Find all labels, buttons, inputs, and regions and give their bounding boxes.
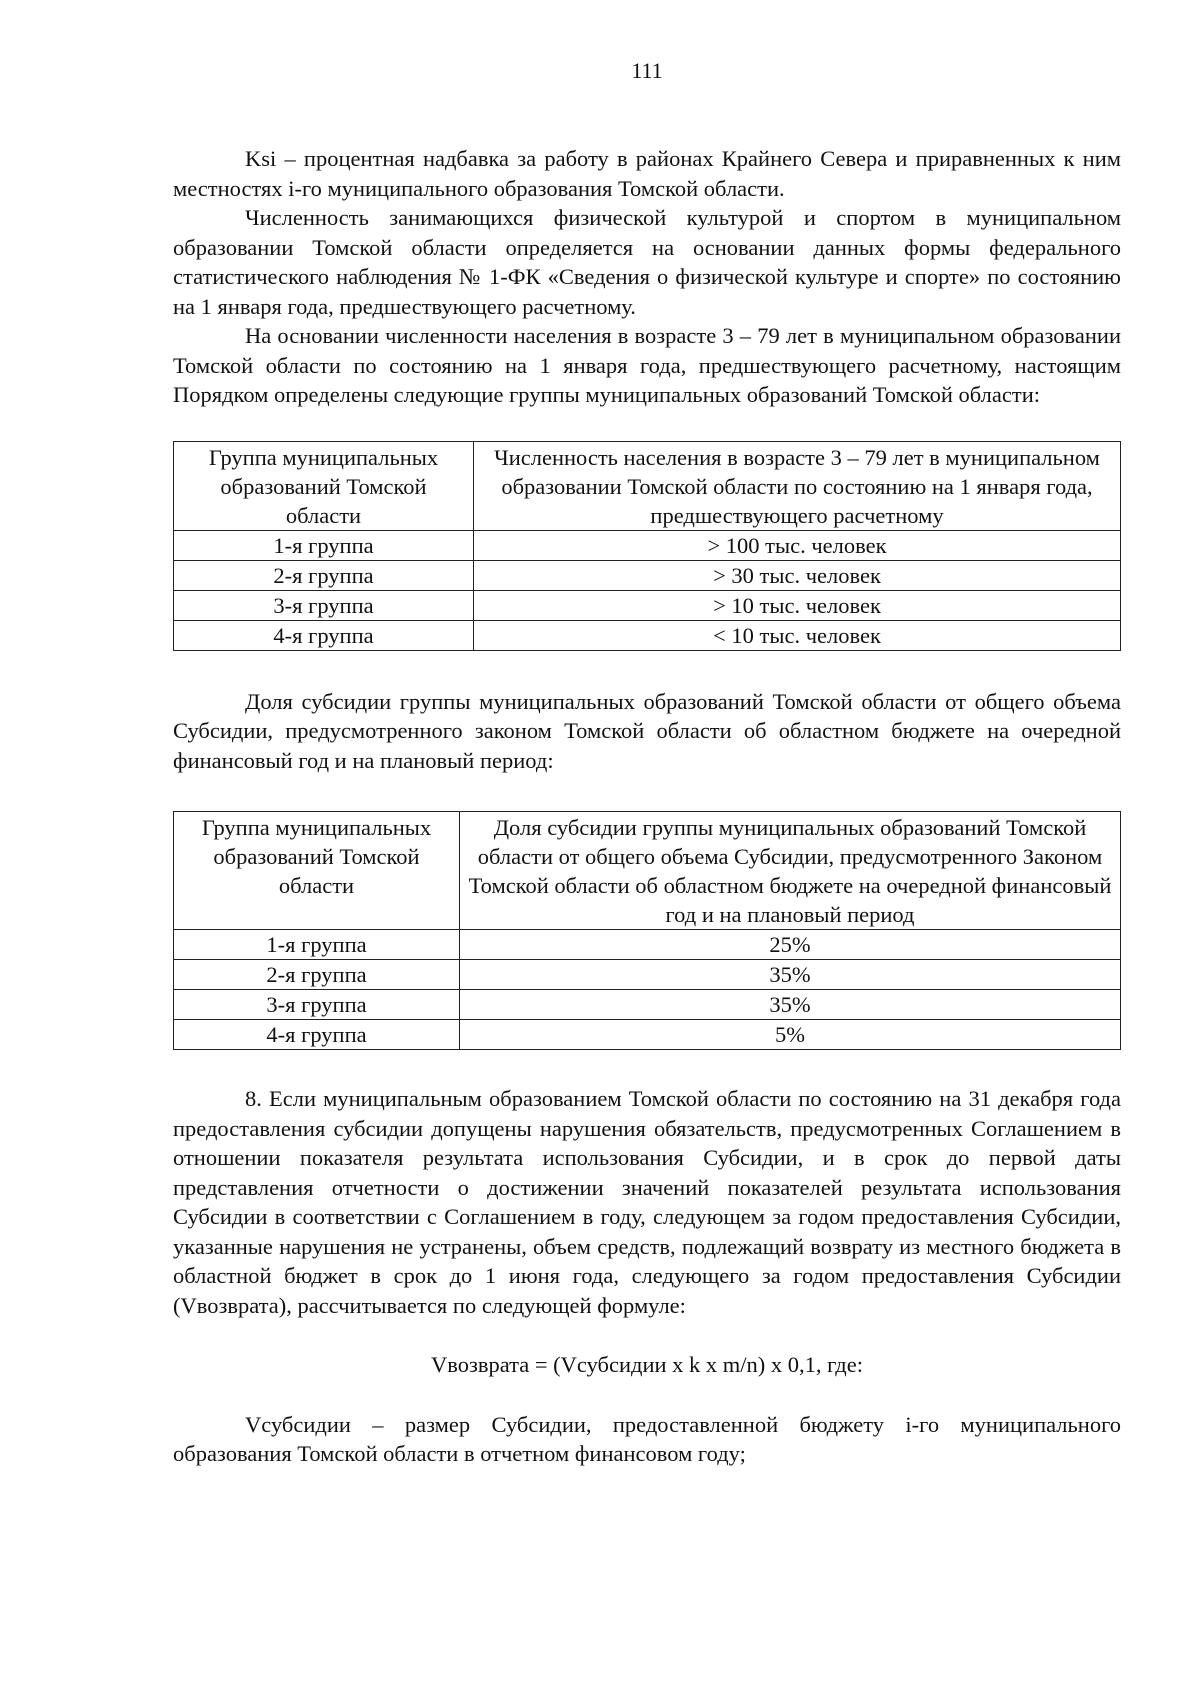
paragraph-subsidy-share: Доля субсидии группы муниципальных образований Томской области от общего объема Субсидии, предусмотренного законом Томской области об областном бюджете на очередной финансовый год и на плановый период: bbox=[173, 688, 1121, 773]
table-header-share: Доля субсидии группы муниципальных образований Томской области от общего объема Субсидии, предусмотренного Законом Томской области об областном бюджете на очередной финансовый год и на плановый период bbox=[460, 812, 1121, 930]
table-cell-population: > 10 тыс. человек bbox=[474, 590, 1121, 620]
table-cell-share: 5% bbox=[460, 1020, 1121, 1050]
table-cell-share: 35% bbox=[460, 990, 1121, 1020]
population-groups-table bbox=[173, 441, 1121, 651]
paragraph-ksi: Ksi – процентная надбавка за работу в районах Крайнего Севера и приравненных к ним местностях i-го муниципального образования Томской области. bbox=[173, 146, 1121, 201]
table-cell-share: 25% bbox=[460, 930, 1121, 960]
table-row bbox=[174, 1020, 1121, 1050]
table-row bbox=[174, 990, 1121, 1020]
subsidy-share-table bbox=[173, 811, 1121, 1050]
table-cell-population: > 100 тыс. человек bbox=[474, 530, 1121, 560]
table-cell-group: 1-я группа bbox=[174, 930, 460, 960]
table-cell-population: < 10 тыс. человек bbox=[474, 620, 1121, 650]
formula-return: Vвозврата = (Vсубсидии x k x m/n) x 0,1, где: bbox=[431, 1352, 863, 1377]
table-row bbox=[174, 960, 1121, 990]
table-row bbox=[174, 560, 1121, 590]
document-body bbox=[173, 144, 1121, 1469]
table-row bbox=[174, 930, 1121, 960]
table-cell-group: 3-я группа bbox=[174, 590, 474, 620]
table-header-population: Численность населения в возрасте 3 – 79 лет в муниципальном образовании Томской области по состоянию на 1 января года, предшествующего расчетному bbox=[474, 441, 1121, 530]
table-cell-group: 2-я группа bbox=[174, 560, 474, 590]
table-cell-group: 3-я группа bbox=[174, 990, 460, 1020]
table-cell-share: 35% bbox=[460, 960, 1121, 990]
table-cell-population: > 30 тыс. человек bbox=[474, 560, 1121, 590]
paragraph-population-groups: На основании численности населения в возрасте 3 – 79 лет в муниципальном образовании Томской области по состоянию на 1 января года, предшествующего расчетному, настоящим Порядком определены следующие группы муниципальных образований Томской области: bbox=[173, 323, 1121, 407]
table-row bbox=[174, 590, 1121, 620]
table-cell-group: 4-я группа bbox=[174, 620, 474, 650]
paragraph-sport-count: Численность занимающихся физической культурой и спортом в муниципальном образовании Томской области определяется на основании данных формы федерального статистического наблюдения № 1-ФК «Сведения о физической культуре и спорте» по состоянию на 1 января года, предшествующего расчетному. bbox=[173, 205, 1121, 319]
table-header-row bbox=[174, 812, 1121, 930]
table-cell-group: 1-я группа bbox=[174, 530, 474, 560]
table-cell-group: 2-я группа bbox=[174, 960, 460, 990]
table-header-row bbox=[174, 441, 1121, 530]
table-header-group: Группа муниципальных образований Томской области bbox=[174, 812, 460, 930]
table-cell-group: 4-я группа bbox=[174, 1020, 460, 1050]
paragraph-vsubsidy-definition: Vсубсидии – размер Субсидии, предоставленной бюджету i-го муниципального образования Томской области в отчетном финансовом году; bbox=[173, 1411, 1121, 1466]
page-number: 111 bbox=[631, 58, 663, 83]
table-row bbox=[174, 530, 1121, 560]
table-row bbox=[174, 620, 1121, 650]
table-header-group: Группа муниципальных образований Томской области bbox=[174, 441, 474, 530]
paragraph-return-rule: 8. Если муниципальным образованием Томской области по состоянию на 31 декабря года предоставления субсидии допущены нарушения обязательств, предусмотренных Соглашением в отношении показателя результата использования Субсидии, и в срок до первой даты представления отчетности о достижении значений показателей результата использования Субсидии в соответствии с Соглашением в году, следующем за годом предоставления Субсидии, указанные нарушения не устранены, объем средств, подлежащий возврату из местного бюджета в областной бюджет в срок до 1 июня года, следующего за годом предоставления Субсидии (Vвозврата), рассчитывается по следующей формуле: bbox=[173, 1086, 1121, 1318]
